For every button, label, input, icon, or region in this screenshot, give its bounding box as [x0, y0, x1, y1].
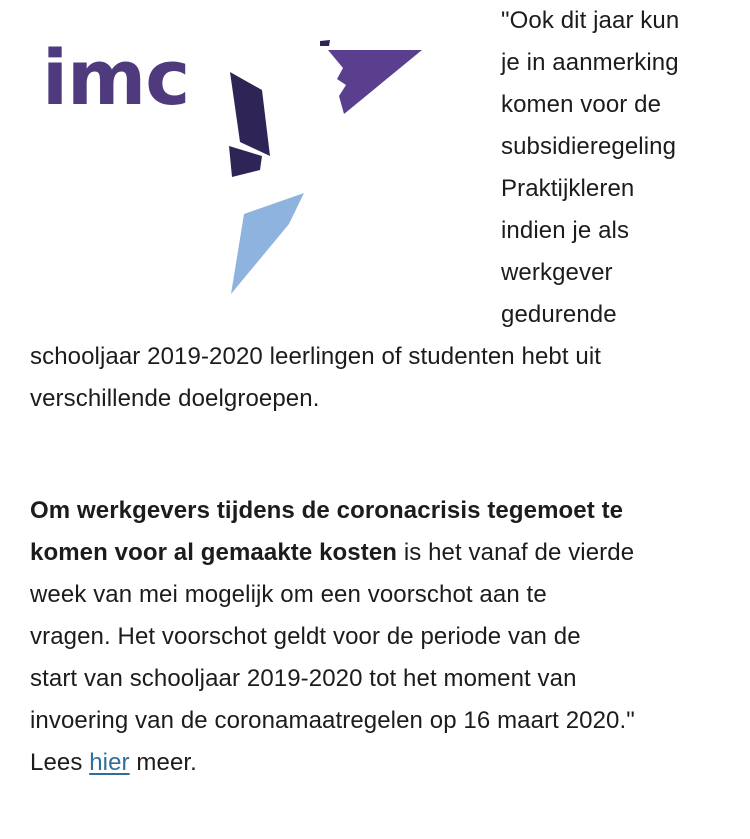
text-line: "Ook dit jaar kun: [501, 7, 680, 34]
text-line: subsidieregeling: [501, 133, 677, 160]
text-line: je in aanmerking: [501, 49, 679, 76]
logo-graphic: [30, 30, 450, 300]
logo-wordmark: imc: [42, 33, 190, 122]
imc-logo: [30, 30, 450, 300]
text-line: schooljaar 2019-2020 leerlingen of studenten hebt uit: [30, 343, 602, 370]
text-line: vragen. Het voorschot geldt voor de periode van de: [30, 623, 581, 650]
text-line: Praktijkleren: [501, 175, 635, 202]
paragraph-2: [30, 490, 740, 784]
read-more-link[interactable]: hier: [89, 749, 130, 776]
logo-dark-shape-top: [230, 72, 270, 156]
text: is het vanaf de vierde: [397, 539, 635, 566]
bold-text-line: Om werkgevers tijdens de coronacrisis tegemoet te: [30, 497, 624, 524]
logo-purple-face: [328, 50, 422, 114]
text-line: indien je als: [501, 217, 630, 244]
text: meer.: [129, 749, 197, 776]
bold-text: komen voor al gemaakte kosten: [30, 539, 398, 566]
logo-blue-shape: [231, 193, 304, 294]
text: Lees: [30, 749, 90, 776]
quote-column: [501, 0, 741, 336]
mixed-text-line: [30, 532, 740, 574]
text-line: start van schooljaar 2019-2020 tot het moment van: [30, 665, 577, 692]
text-line: week van mei mogelijk om een voorschot aan te: [30, 581, 547, 608]
text-line: gedurende: [501, 301, 617, 328]
logo-dark-shape-bottom: [229, 146, 262, 177]
logo-fleck: [320, 40, 330, 46]
lees-meer-line: [30, 742, 740, 784]
text-line: werkgever: [501, 259, 613, 286]
text-line: invoering van de coronamaatregelen op 16 maart 2020.": [30, 707, 635, 734]
paragraph-1-continuation: [30, 336, 730, 420]
text-line: komen voor de: [501, 91, 662, 118]
text-line: verschillende doelgroepen.: [30, 385, 320, 412]
